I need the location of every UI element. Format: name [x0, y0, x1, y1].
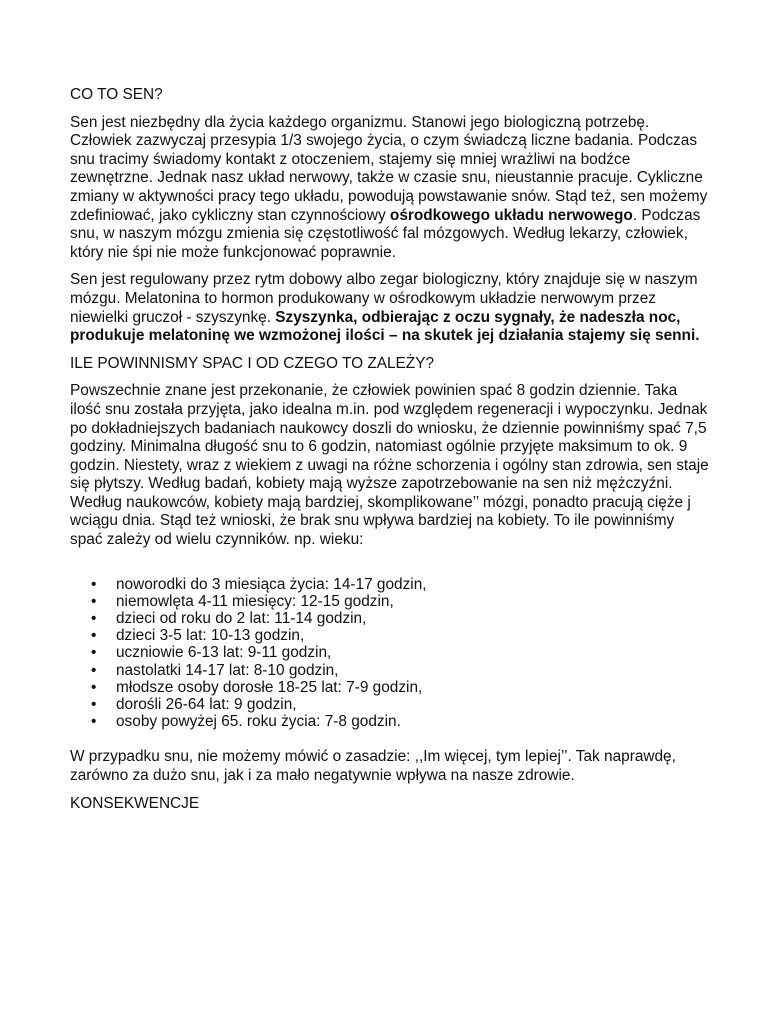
paragraph-text: . Podczas snu, w naszym mózgu zmienia się częstotliwość fal mózgowych. Według lekarzy, człowiek, który nie śpi nie może funkcjonować poprawnie.	[70, 206, 701, 261]
list-item: • dzieci od roku do 2 lat: 11-14 godzin,	[91, 610, 367, 628]
bold-text: ośrodkowego układu nerwowego	[389, 206, 633, 224]
bullet-icon: •	[91, 627, 97, 645]
sleep-hours-list	[70, 576, 710, 731]
paragraph-rytm-dobowy	[70, 271, 710, 345]
paragraph-ile-snu: Powszechnie znane jest przekonanie, że człowiek powinien spać 8 godzin dziennie. Taka ilość snu została przyjęta, jako idealna m.in. pod względem regeneracji i wypoczynku. Jednak po dokładniejszych badaniach naukowcy doszli do wniosku, że dziennie powinniśmy spać 7,5 godziny. Minimalna długość snu to 6 godzin, natomiast ogólnie przyjęte maksimum to ok. 9 godzin. Niestety, wraz z wiekiem z uwagi na różne schorzenia i ogólny stan zdrowia, sen staje się płytszy. Według badań, kobiety mają wyższe zapotrzebowanie na sen niż mężczyźni. Według naukowców, kobiety mają bardziej, skomplikowane’’ mózgi, ponadto pracują cięże j wciągu dnia. Stąd też wnioski, że brak snu wpływa bardziej na kobiety. To ile powinniśmy spać zależy od wielu czynników. np. wieku:	[70, 382, 709, 549]
list-item: • młodsze osoby dorosłe 18-25 lat: 7-9 godzin,	[91, 678, 423, 696]
bullet-icon: •	[91, 696, 97, 714]
paragraph-text: Sen jest niezbędny dla życia każdego organizmu. Stanowi jego biologiczną potrzebę. Człowiek zazwyczaj przesypia 1/3 swojego życia, o czym świadczą liczne badania. Podczas snu tracimy świadomy kontakt z otoczeniem, stajemy się mniej wrażliwi na bodźce zewnętrzne. Jednak nasz układ nerwowy, także w czasie snu, nieustannie pracuje. Cykliczne zmiany w aktywności pracy tego układu, powodują powstawanie snów. Stąd też, sen możemy zdefiniować, jako cykliczny stan czynnościowy	[70, 113, 708, 224]
list-item: • osoby powyżej 65. roku życia: 7-8 godzin.	[91, 713, 401, 731]
heading-ile-powinnismy-spac: ILE POWINNISMY SPAC I OD CZEGO TO ZALEŻY?	[70, 354, 435, 372]
paragraph-sen-definition	[70, 114, 710, 263]
list-item: • uczniowie 6-13 lat: 9-11 godzin,	[91, 644, 332, 662]
paragraph-text: Sen jest regulowany przez rytm dobowy albo zegar biologiczny, który znajduje się w naszym mózgu. Melatonina to hormon produkowany w ośrodkowym układzie nerwowym przez niewielki gruczoł - szyszynkę.	[70, 271, 698, 326]
heading-co-to-sen: CO TO SEN?	[70, 86, 163, 103]
bullet-icon: •	[91, 610, 97, 628]
bold-text: Szyszynka, odbierając z oczu sygnały, że nadeszła noc, produkuje melatoninę we wzmożonej ilości – na skutek jej działania stajemy się senni.	[70, 308, 700, 345]
bullet-icon: •	[91, 713, 97, 731]
list-item: • nastolatki 14-17 lat: 8-10 godzin,	[91, 661, 339, 679]
bullet-icon: •	[91, 592, 97, 610]
heading-konsekwencje: KONSEKWENCJE	[70, 794, 200, 812]
paragraph-zasada: W przypadku snu, nie możemy mówić o zasadzie: ,,Im więcej, tym lepiej’’. Tak naprawdę, zarówno za dużo snu, jak i za mało negatywnie wpływa na nasze zdrowie.	[70, 748, 676, 785]
list-item: • dorośli 26-64 lat: 9 godzin,	[91, 696, 297, 714]
list-item: • niemowlęta 4-11 miesięcy: 12-15 godzin,	[91, 592, 394, 610]
bullet-icon: •	[91, 644, 97, 662]
list-item: • dzieci 3-5 lat: 10-13 godzin,	[91, 627, 305, 645]
bullet-icon: •	[91, 678, 97, 696]
bullet-icon: •	[91, 661, 97, 679]
document-page	[70, 86, 710, 822]
bullet-icon: •	[91, 575, 97, 593]
list-item: • noworodki do 3 miesiąca życia: 14-17 godzin,	[91, 575, 427, 593]
